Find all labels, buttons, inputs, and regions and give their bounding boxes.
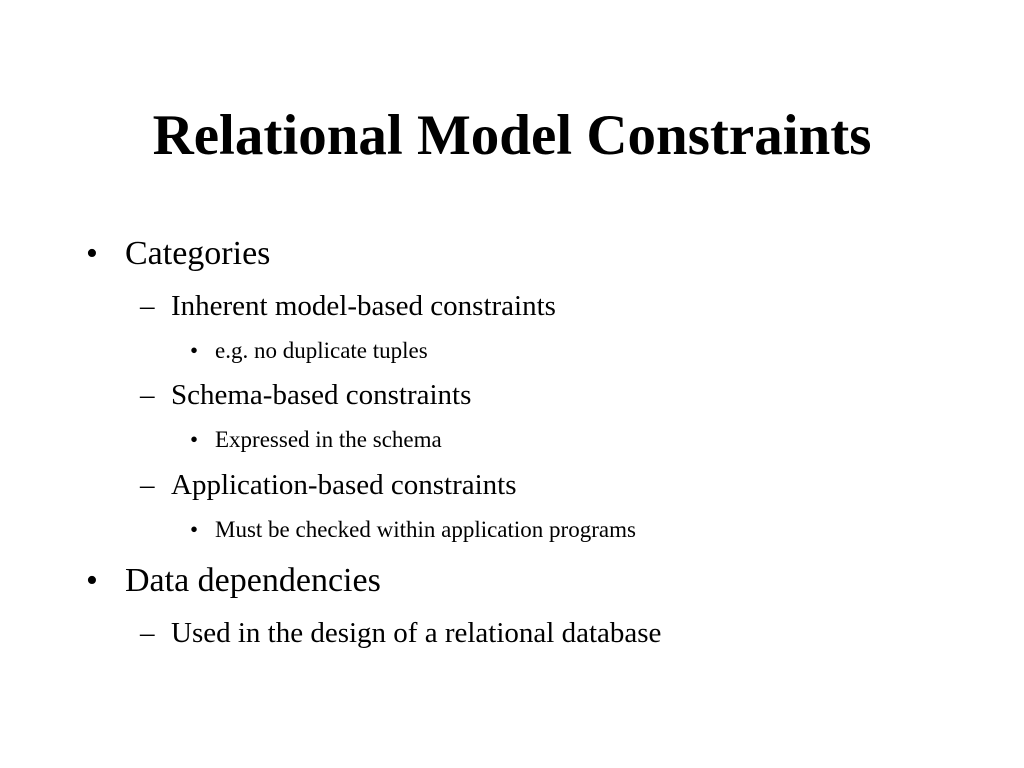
dash-marker: – bbox=[140, 617, 155, 649]
bullet-text: Data dependencies bbox=[125, 562, 381, 599]
sub-item-text: Inherent model-based constraints bbox=[171, 290, 556, 322]
sub-item-text: Application-based constraints bbox=[171, 469, 517, 501]
bullet-marker: • bbox=[190, 427, 199, 452]
bullet-marker: • bbox=[190, 338, 199, 363]
sub-item-text: Schema-based constraints bbox=[171, 379, 472, 411]
sub-sub-item-text: e.g. no duplicate tuples bbox=[215, 338, 428, 363]
bullet-text: Categories bbox=[125, 235, 271, 272]
dash-marker: – bbox=[140, 290, 155, 322]
sub-sub-item-text: Must be checked within application programs bbox=[215, 517, 636, 542]
bullet-marker: • bbox=[190, 517, 199, 542]
sub-item-text: Used in the design of a relational database bbox=[171, 617, 662, 649]
dash-marker: – bbox=[140, 469, 155, 501]
slide-title: Relational Model Constraints bbox=[152, 104, 872, 167]
dash-marker: – bbox=[140, 379, 155, 411]
bullet-marker: • bbox=[86, 562, 98, 599]
bullet-marker: • bbox=[86, 235, 98, 272]
sub-sub-item-text: Expressed in the schema bbox=[215, 427, 442, 452]
